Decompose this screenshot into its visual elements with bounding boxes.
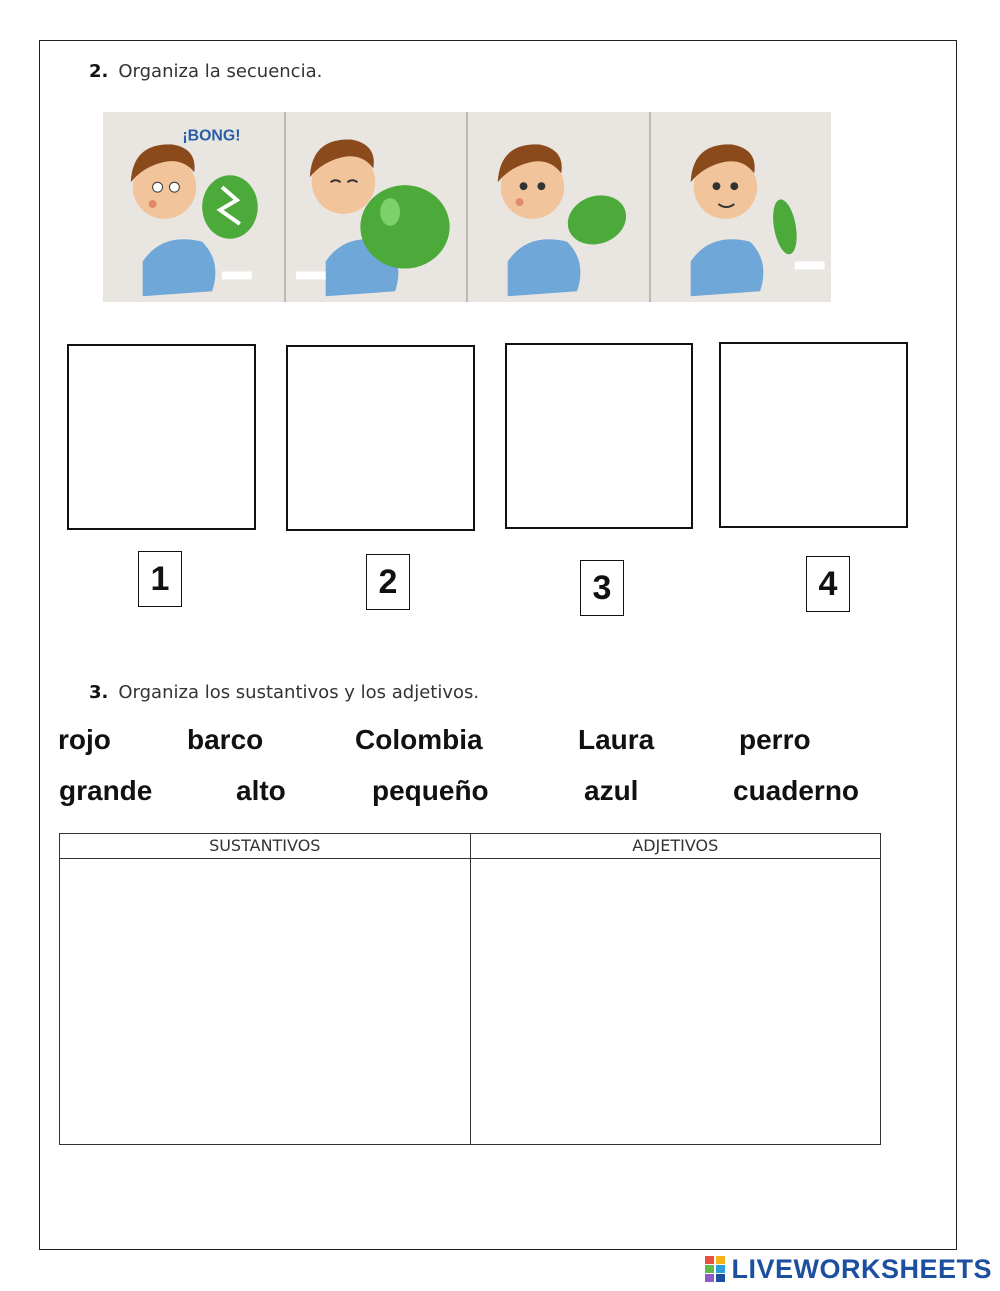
sequence-drop-box-1[interactable] — [67, 344, 256, 530]
word-azul[interactable]: azul — [584, 775, 639, 806]
column-header-sustantivos: SUSTANTIVOS — [60, 834, 470, 859]
strip-panel-balloon-large[interactable] — [286, 112, 469, 302]
sequence-drop-box-4[interactable] — [719, 342, 908, 528]
sequence-number-2: 2 — [366, 554, 410, 610]
liveworksheets-logo-icon — [705, 1256, 727, 1282]
strip-panel-balloon-popping[interactable] — [103, 112, 286, 302]
boy-large-balloon-image — [286, 112, 467, 302]
drop-area-adjetivos[interactable] — [471, 859, 881, 1144]
boy-small-balloon-image — [651, 112, 832, 302]
question-2-title — [89, 61, 322, 82]
boy-medium-balloon-image — [468, 112, 649, 302]
question-2-text: Organiza la secuencia. — [118, 61, 323, 82]
word-pequeno[interactable]: pequeño — [372, 775, 489, 806]
question-2-number: 2. — [89, 61, 109, 82]
liveworksheets-wordmark: LIVEWORKSHEETS — [731, 1253, 992, 1284]
bong-text: ¡BONG! — [182, 127, 241, 145]
sequence-image-strip — [103, 112, 831, 302]
boy-popping-balloon-image — [103, 112, 284, 302]
strip-panel-balloon-medium[interactable] — [468, 112, 651, 302]
word-alto[interactable]: alto — [236, 775, 286, 806]
word-cuaderno[interactable]: cuaderno — [733, 775, 860, 806]
sequence-drop-box-2[interactable] — [286, 345, 475, 531]
word-laura[interactable]: Laura — [578, 724, 655, 755]
strip-panel-balloon-small[interactable] — [651, 112, 832, 302]
question-3-number: 3. — [89, 682, 109, 703]
sequence-number-1: 1 — [138, 551, 182, 607]
sequence-number-3: 3 — [580, 560, 624, 616]
word-colombia[interactable]: Colombia — [355, 724, 483, 755]
question-3-title — [89, 682, 479, 703]
drop-area-sustantivos[interactable] — [60, 859, 470, 1144]
word-rojo[interactable]: rojo — [58, 724, 111, 755]
liveworksheets-brand — [705, 1254, 992, 1284]
word-grande[interactable]: grande — [59, 775, 153, 806]
column-sustantivos — [60, 834, 470, 1144]
word-barco[interactable]: barco — [187, 724, 264, 755]
sequence-number-4: 4 — [806, 556, 850, 612]
sequence-drop-box-3[interactable] — [505, 343, 693, 529]
question-3-text: Organiza los sustantivos y los adjetivos. — [118, 682, 480, 703]
column-adjetivos — [470, 834, 881, 1144]
sort-table — [59, 833, 881, 1145]
word-perro[interactable]: perro — [739, 724, 811, 755]
column-header-adjetivos: ADJETIVOS — [471, 834, 881, 859]
